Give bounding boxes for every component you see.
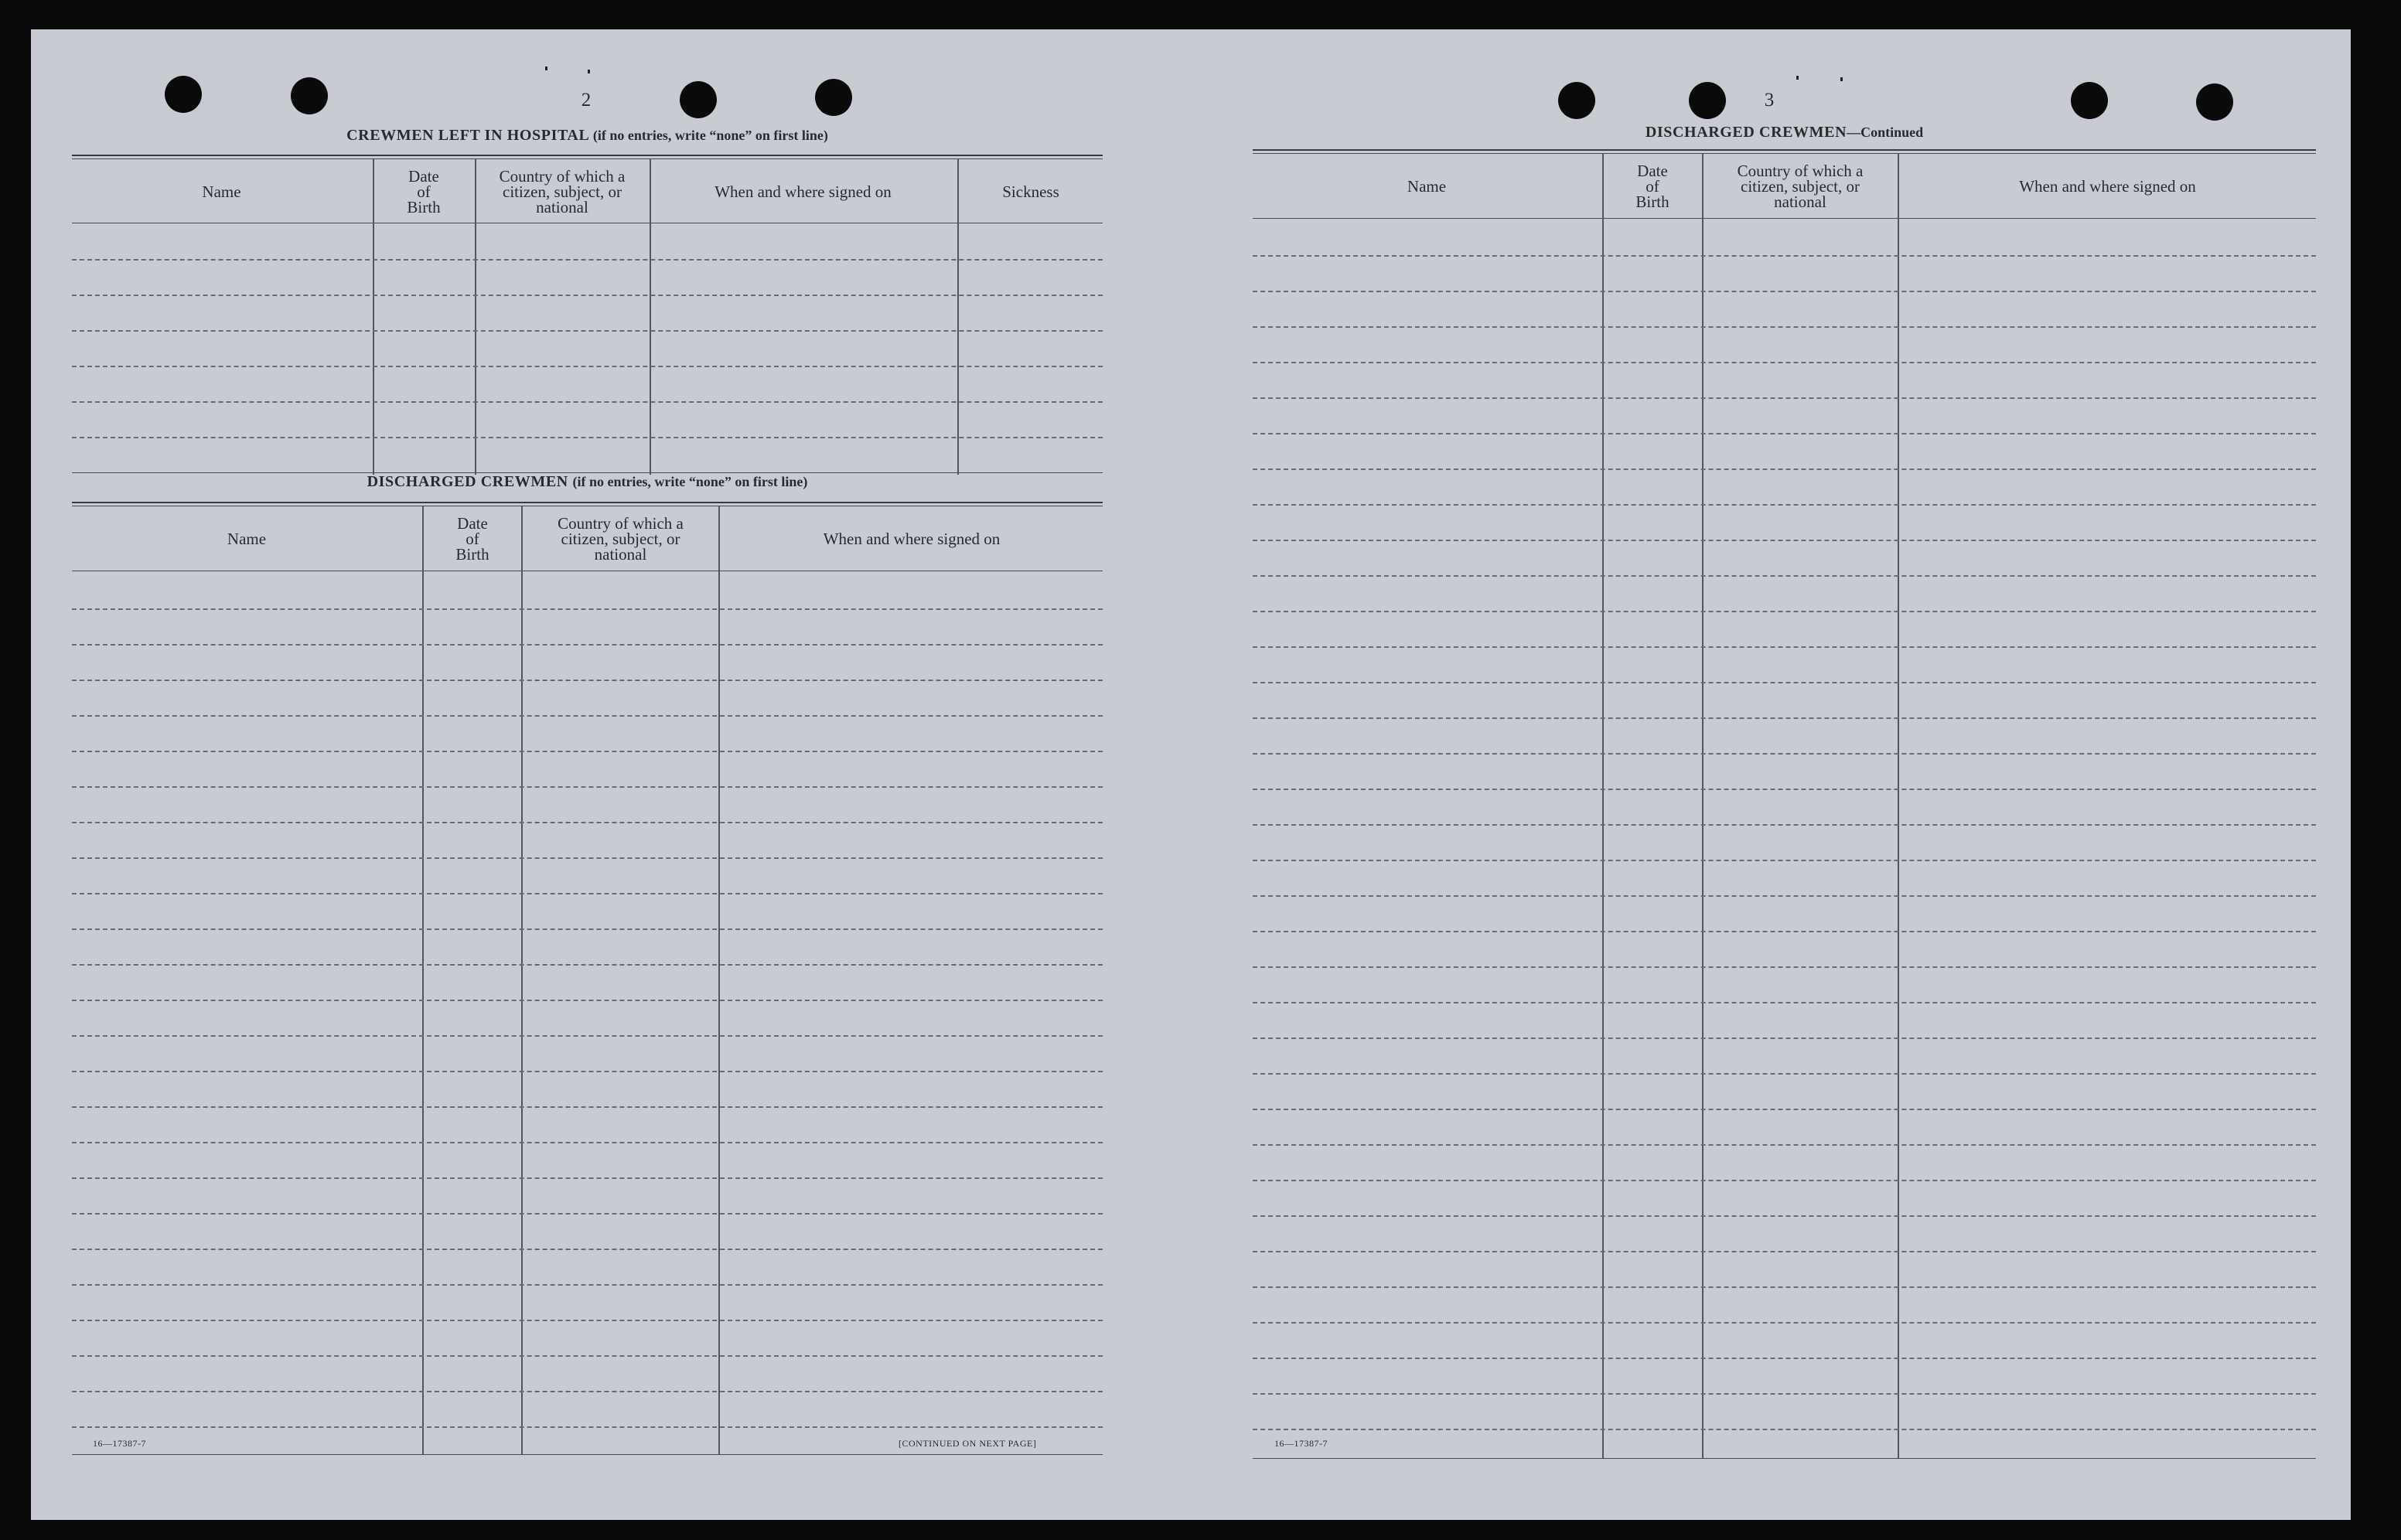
page-number-right: 3	[1764, 90, 1775, 111]
page-number-left: 2	[581, 90, 592, 111]
entry-line	[1253, 1073, 2316, 1075]
table-top-rule	[72, 155, 1103, 156]
entry-line	[1253, 468, 2316, 470]
scan-speck	[1796, 76, 1799, 80]
col-header-date-of-birth: Date of Birth	[1635, 162, 1669, 211]
entry-line	[1253, 575, 2316, 577]
hospital-title-text: CREWMEN LEFT IN HOSPITAL	[346, 127, 589, 144]
column-divider	[475, 159, 476, 475]
entry-line	[1253, 717, 2316, 719]
col-header-signed-on: When and where signed on	[715, 182, 892, 201]
discharged-title-subtitle: (if no entries, write “none” on first line)	[572, 474, 808, 489]
table-top-rule	[72, 502, 1103, 503]
scanned-form-sheet	[31, 29, 2351, 1520]
continued-note: [CONTINUED ON NEXT PAGE]	[899, 1438, 1037, 1449]
punch-hole	[2196, 83, 2233, 121]
col-header-signed-on: When and where signed on	[823, 530, 1001, 548]
punch-hole	[1689, 82, 1726, 119]
entry-line	[1253, 397, 2316, 399]
entry-line	[72, 608, 1103, 610]
entry-line	[1253, 860, 2316, 861]
entry-line	[1253, 646, 2316, 648]
punch-hole	[680, 81, 717, 118]
col-header-date-of-birth: Date of Birth	[407, 167, 441, 216]
punch-hole	[1558, 82, 1595, 119]
table-top-rule	[72, 158, 1103, 159]
column-divider	[1898, 153, 1899, 1458]
entry-line	[72, 295, 1103, 296]
entry-line	[1253, 931, 2316, 932]
entry-line	[72, 715, 1103, 717]
column-divider	[718, 506, 720, 1454]
scan-speck	[1840, 77, 1843, 81]
form-number-left: 16—17387-7	[93, 1438, 146, 1449]
table-top-rule	[1253, 153, 2316, 154]
discharged-continued-title-text: DISCHARGED CREWMEN	[1645, 124, 1847, 141]
col-header-name: Name	[202, 182, 241, 201]
entry-line	[1253, 611, 2316, 612]
entry-line	[72, 822, 1103, 823]
entry-line	[72, 786, 1103, 788]
col-header-name: Name	[1407, 177, 1447, 196]
entry-line	[1253, 255, 2316, 257]
discharged-continued-subtitle: —Continued	[1847, 124, 1924, 140]
punch-hole	[815, 79, 852, 116]
entry-line	[1253, 789, 2316, 790]
entry-line	[1253, 1393, 2316, 1395]
col-header-country: Country of which a citizen, subject, or national	[1737, 162, 1864, 211]
col-header-sickness: Sickness	[1002, 182, 1059, 201]
entry-line	[72, 366, 1103, 367]
entry-line	[72, 1071, 1103, 1072]
entry-line	[1253, 540, 2316, 541]
entry-line	[72, 1391, 1103, 1392]
hospital-title-subtitle: (if no entries, write “none” on first line)	[592, 128, 828, 143]
entry-line	[1253, 433, 2316, 434]
entry-line	[72, 893, 1103, 894]
entry-line	[72, 1355, 1103, 1357]
discharged-section-title	[72, 473, 1103, 491]
entry-line	[1253, 1144, 2316, 1146]
entry-line	[1253, 1286, 2316, 1288]
hospital-section-title	[72, 127, 1103, 145]
column-divider	[1702, 153, 1704, 1458]
entry-line	[1253, 1429, 2316, 1430]
entry-line	[1253, 1251, 2316, 1252]
column-divider	[373, 159, 374, 475]
entry-line	[1253, 753, 2316, 755]
entry-line	[1253, 682, 2316, 683]
discharged-continued-title	[1253, 124, 2316, 141]
column-divider	[1602, 153, 1604, 1458]
column-divider	[957, 159, 959, 475]
entry-line	[72, 751, 1103, 752]
column-divider	[422, 506, 424, 1454]
entry-line	[72, 1320, 1103, 1321]
entry-line	[72, 1213, 1103, 1215]
table-top-rule	[1253, 149, 2316, 151]
col-header-name: Name	[227, 530, 267, 548]
entry-line	[72, 401, 1103, 403]
entry-line	[1253, 504, 2316, 506]
entry-line	[72, 928, 1103, 930]
punch-hole	[2071, 82, 2108, 119]
col-header-signed-on: When and where signed on	[2019, 177, 2196, 196]
column-divider	[521, 506, 523, 1454]
entry-line	[1253, 1002, 2316, 1003]
entry-line	[72, 330, 1103, 332]
entry-line	[72, 259, 1103, 261]
table-bottom-rule	[1253, 1458, 2316, 1459]
entry-line	[72, 857, 1103, 859]
entry-line	[72, 1177, 1103, 1179]
header-bottom-rule	[1253, 218, 2316, 219]
entry-line	[1253, 966, 2316, 968]
punch-hole	[291, 77, 328, 114]
entry-line	[1253, 1037, 2316, 1039]
col-header-country: Country of which a citizen, subject, or national	[499, 167, 626, 216]
entry-line	[1253, 824, 2316, 826]
entry-line	[1253, 1109, 2316, 1110]
entry-line	[72, 1284, 1103, 1286]
entry-line	[72, 1035, 1103, 1037]
table-bottom-rule	[72, 1454, 1103, 1455]
entry-line	[72, 644, 1103, 646]
entry-line	[72, 1142, 1103, 1143]
entry-line	[72, 1106, 1103, 1108]
entry-line	[1253, 362, 2316, 363]
entry-line	[1253, 1322, 2316, 1324]
entry-line	[1253, 291, 2316, 292]
entry-line	[72, 964, 1103, 966]
column-divider	[650, 159, 651, 475]
entry-line	[72, 680, 1103, 681]
entry-line	[72, 437, 1103, 438]
scan-speck	[588, 70, 590, 73]
entry-line	[72, 1249, 1103, 1250]
entry-line	[72, 1000, 1103, 1001]
discharged-title-text: DISCHARGED CREWMEN	[367, 473, 568, 490]
col-header-date-of-birth: Date of Birth	[455, 514, 489, 564]
form-number-right: 16—17387-7	[1274, 1438, 1328, 1449]
entry-line	[1253, 1215, 2316, 1217]
entry-line	[1253, 326, 2316, 328]
col-header-country: Country of which a citizen, subject, or national	[558, 514, 684, 564]
entry-line	[1253, 1180, 2316, 1181]
scan-speck	[545, 66, 547, 70]
entry-line	[1253, 1358, 2316, 1359]
entry-line	[72, 1426, 1103, 1428]
entry-line	[1253, 895, 2316, 897]
punch-hole	[165, 76, 202, 113]
